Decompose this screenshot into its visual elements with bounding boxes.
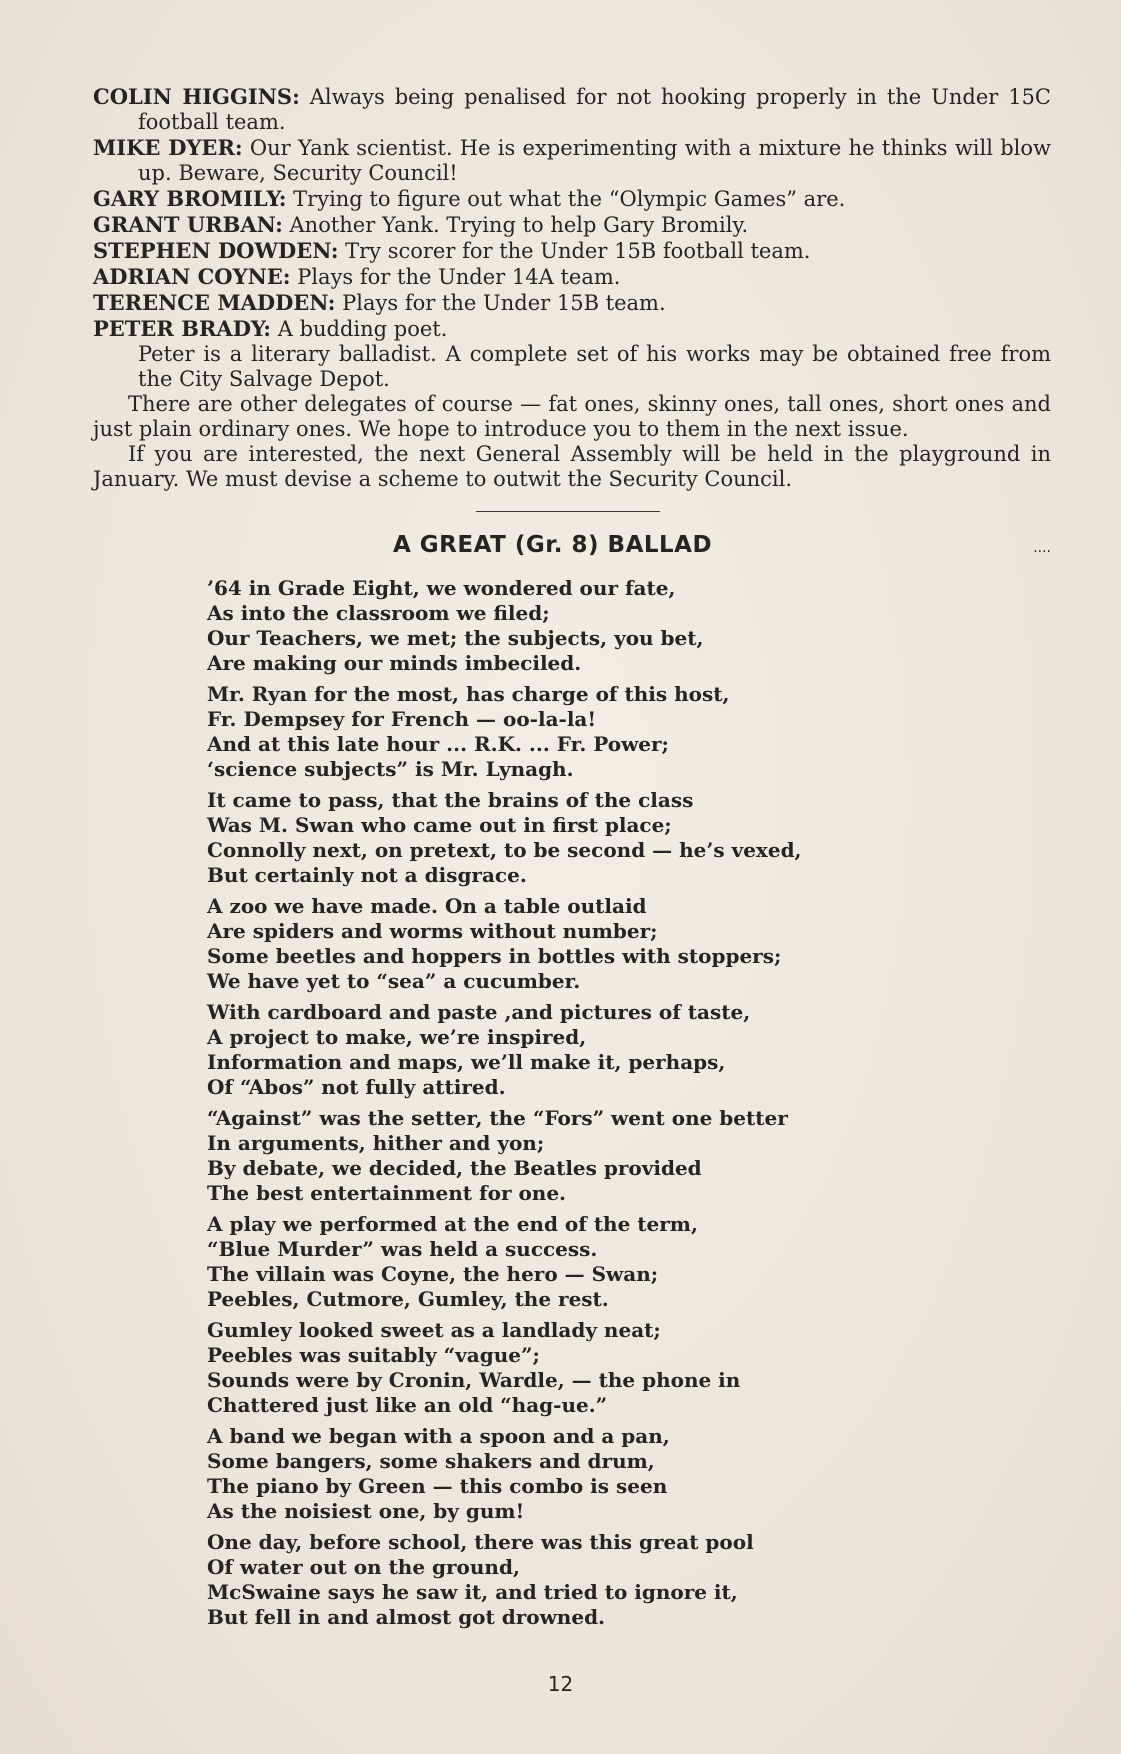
poem-line: Peebles was suitably “vague”;: [207, 1343, 540, 1367]
poem-line: Sounds were by Cronin, Wardle, — the phone in: [207, 1368, 741, 1392]
poem-line: The villain was Coyne, the hero — Swan;: [207, 1262, 659, 1286]
poem-line: ’64 in Grade Eight, we wondered our fate,: [207, 576, 676, 600]
stanza: [207, 788, 1051, 888]
ballad-header: [93, 532, 1051, 576]
delegate-description: Always being penalised for not hooking properly in the Under 15C football team.: [138, 85, 1051, 134]
poem-line: A zoo we have made. On a table outlaid: [207, 894, 647, 918]
text-column: [93, 84, 1051, 1636]
poem-line: Gumley looked sweet as a landlady neat;: [207, 1318, 661, 1342]
poem-line: One day, before school, there was this great pool: [207, 1530, 754, 1554]
poem-line: “Against” was the setter, the “Fors” went one better: [207, 1106, 788, 1130]
poem-line: Connolly next, on pretext, to be second — he’s vexed,: [207, 838, 802, 862]
poem-line: McSwaine says he saw it, and tried to ignore it,: [207, 1580, 738, 1604]
poem-line: Some beetles and hoppers in bottles with stoppers;: [207, 944, 782, 968]
delegate-name: GARY BROMILY:: [93, 186, 287, 211]
stanza: [207, 894, 1051, 994]
poem-line: And at this late hour ... R.K. ... Fr. Power;: [207, 732, 669, 756]
delegate-entry: [93, 264, 1051, 290]
delegate-name: MIKE DYER:: [93, 135, 243, 160]
stanza: [207, 1212, 1051, 1312]
poem-line: Of water out on the ground,: [207, 1555, 520, 1579]
delegate-entry: [93, 186, 1051, 212]
poem-line: Some bangers, some shakers and drum,: [207, 1449, 655, 1473]
ballad-dots: ....: [1033, 540, 1051, 556]
section-divider: [476, 511, 660, 512]
stanza: [207, 576, 1051, 676]
stanza: [207, 1530, 1051, 1630]
delegate-name: TERENCE MADDEN:: [93, 290, 336, 315]
stanza: [207, 682, 1051, 782]
poem-line: Our Teachers, we met; the subjects, you bet,: [207, 626, 704, 650]
delegate-entry: [93, 316, 1051, 342]
poem-line: Chattered just like an old “hag-ue.”: [207, 1393, 608, 1417]
delegate-name: STEPHEN DOWDEN:: [93, 238, 339, 263]
ballad-poem: [207, 576, 1051, 1630]
ballad-title: A GREAT (Gr. 8) BALLAD: [393, 532, 713, 558]
poem-line: ‘science subjects” is Mr. Lynagh.: [207, 757, 574, 781]
poem-line: But certainly not a disgrace.: [207, 863, 527, 887]
delegate-description: Plays for the Under 15B team.: [335, 291, 666, 315]
poem-line: By debate, we decided, the Beatles provided: [207, 1156, 702, 1180]
poem-line: Fr. Dempsey for French — oo-la-la!: [207, 707, 597, 731]
delegate-description: Try scorer for the Under 15B football team.: [338, 239, 811, 263]
poem-line: We have yet to “sea” a cucumber.: [207, 969, 581, 993]
poem-line: In arguments, hither and yon;: [207, 1131, 545, 1155]
delegate-entry: [93, 212, 1051, 238]
paragraph-assembly: If you are interested, the next General Assembly will be held in the playground in January. We must devise a scheme to outwit the Security Council.: [93, 442, 1051, 491]
paragraph-delegates: There are other delegates of course — fat ones, skinny ones, tall ones, short ones and just plain ordinary ones. We hope to introduce you to them in the next issue.: [93, 392, 1051, 441]
poem-line: A project to make, we’re inspired,: [207, 1025, 587, 1049]
poem-line: A play we performed at the end of the term,: [207, 1212, 698, 1236]
stanza: [207, 1106, 1051, 1206]
brady-note: Peter is a literary balladist. A complete set of his works may be obtained free from the City Salvage Depot.: [138, 342, 1051, 391]
delegate-description: A budding poet.: [271, 317, 448, 341]
delegate-name: GRANT URBAN:: [93, 212, 283, 237]
poem-line: As the noisiest one, by gum!: [207, 1499, 525, 1523]
poem-line: With cardboard and paste ,and pictures of taste,: [207, 1000, 751, 1024]
poem-line: Are making our minds imbeciled.: [207, 651, 582, 675]
stanza: [207, 1318, 1051, 1418]
poem-line: Was M. Swan who came out in first place;: [207, 813, 672, 837]
poem-line: But fell in and almost got drowned.: [207, 1605, 606, 1629]
poem-line: A band we began with a spoon and a pan,: [207, 1424, 670, 1448]
delegate-entry: [93, 84, 1051, 135]
delegate-entry: [93, 238, 1051, 264]
delegate-description: Our Yank scientist. He is experimenting with a mixture he thinks will blow up. Beware, Security Council!: [138, 136, 1051, 185]
poem-line: Peebles, Cutmore, Gumley, the rest.: [207, 1287, 609, 1311]
delegate-description: Another Yank. Trying to help Gary Bromily.: [282, 213, 749, 237]
delegate-description: Plays for the Under 14A team.: [290, 265, 621, 289]
poem-line: “Blue Murder” was held a success.: [207, 1237, 598, 1261]
stanza: [207, 1424, 1051, 1524]
poem-line: Information and maps, we’ll make it, perhaps,: [207, 1050, 726, 1074]
page-number: 12: [547, 1672, 574, 1696]
delegate-name: ADRIAN COYNE:: [93, 264, 291, 289]
delegate-name: COLIN HIGGINS:: [93, 84, 300, 109]
delegate-entry: [93, 290, 1051, 316]
delegate-name: PETER BRADY:: [93, 316, 272, 341]
poem-line: The piano by Green — this combo is seen: [207, 1474, 668, 1498]
poem-line: Mr. Ryan for the most, has charge of this host,: [207, 682, 730, 706]
poem-line: Are spiders and worms without number;: [207, 919, 658, 943]
poem-line: It came to pass, that the brains of the class: [207, 788, 694, 812]
delegate-list: [93, 84, 1051, 342]
poem-line: Of “Abos” not fully attired.: [207, 1075, 506, 1099]
poem-line: As into the classroom we filed;: [207, 601, 550, 625]
delegate-entry: [93, 135, 1051, 186]
poem-line: The best entertainment for one.: [207, 1181, 567, 1205]
stanza: [207, 1000, 1051, 1100]
delegate-description: Trying to figure out what the “Olympic Games” are.: [286, 187, 846, 211]
